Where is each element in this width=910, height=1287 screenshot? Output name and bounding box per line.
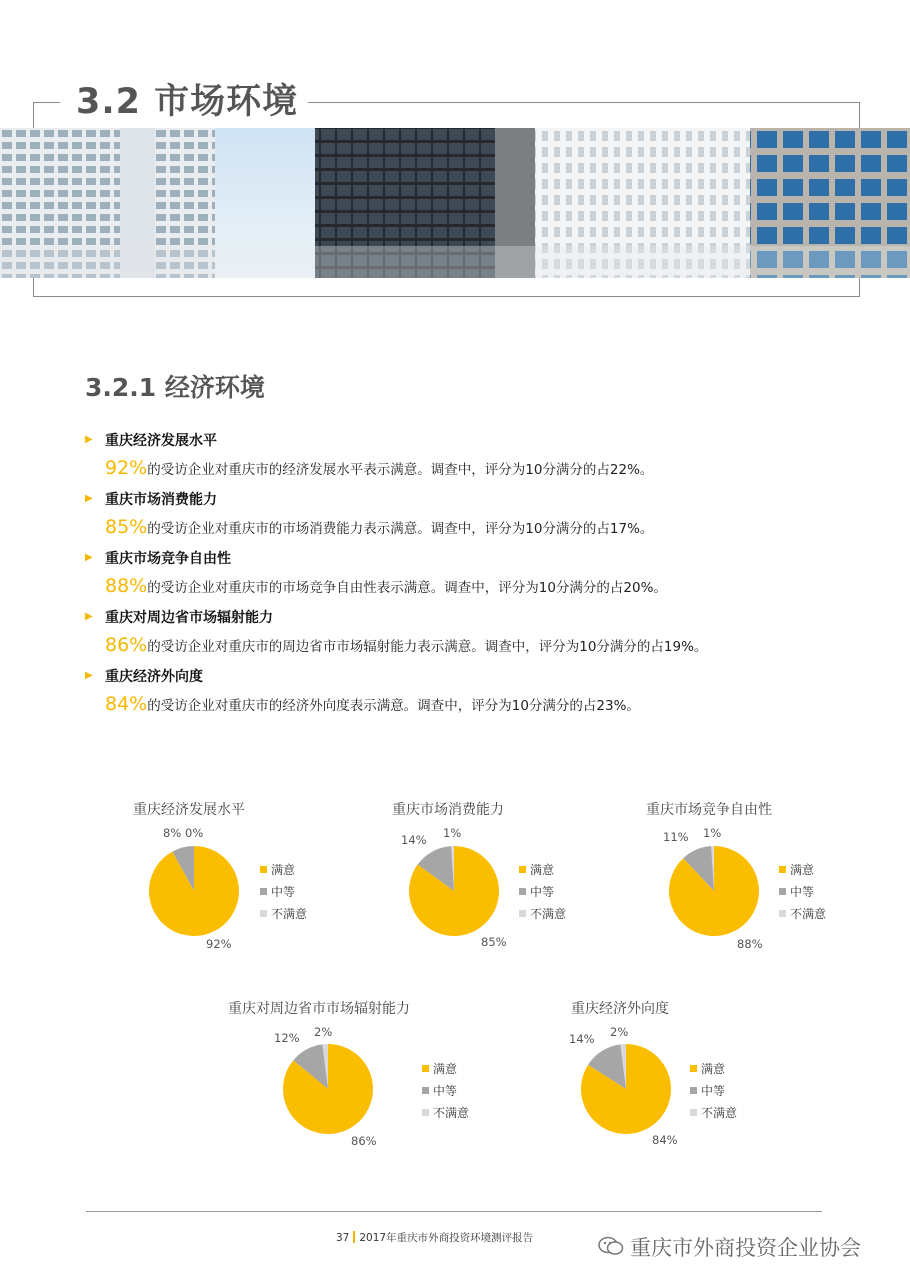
item-description <box>105 457 653 479</box>
triangle-bullet-icon: ▶ <box>85 493 93 504</box>
chart-title: 重庆经济发展水平 <box>133 802 245 818</box>
pie-chart <box>580 1043 672 1135</box>
legend-item <box>690 1060 725 1077</box>
legend-item <box>519 905 566 922</box>
legend-label: 不满意 <box>433 1106 470 1120</box>
legend-item <box>422 1082 457 1099</box>
slice-label-neutral: 11% <box>663 830 689 844</box>
item-percentage: 86% <box>105 634 148 656</box>
triangle-bullet-icon: ▶ <box>85 552 93 563</box>
pie-chart <box>408 845 500 937</box>
legend-swatch <box>779 888 786 895</box>
legend-item <box>422 1060 457 1077</box>
legend-label: 中等 <box>433 1084 458 1098</box>
legend-label: 不满意 <box>530 907 567 921</box>
legend-swatch <box>519 910 526 917</box>
legend-label: 满意 <box>530 863 555 877</box>
pie-chart <box>668 845 760 937</box>
item-percentage: 84% <box>105 693 148 715</box>
slice-label-satisfied: 86% <box>351 1134 377 1148</box>
slice-label-neutral: 8% <box>163 826 182 840</box>
item-text: 的受访企业对重庆市的市场竞争自由性表示满意。调查中，评分为10分满分的占20%。 <box>147 580 667 596</box>
legend-swatch <box>690 1087 697 1094</box>
legend-item <box>260 883 295 900</box>
header-frame-line <box>33 296 860 297</box>
legend-label: 不满意 <box>790 907 827 921</box>
legend-swatch <box>690 1109 697 1116</box>
legend-swatch <box>690 1065 697 1072</box>
pie-slices <box>409 846 499 936</box>
legend-item <box>260 905 307 922</box>
chart-title: 重庆市场消费能力 <box>392 802 504 818</box>
pie-slices <box>283 1044 373 1134</box>
slice-label-unsatisfied: 2% <box>610 1025 629 1039</box>
chart-title: 重庆市场竞争自由性 <box>646 802 772 818</box>
slice-label-unsatisfied: 0% <box>185 826 204 840</box>
legend-label: 不满意 <box>271 907 308 921</box>
legend-swatch <box>779 866 786 873</box>
slice-label-satisfied: 84% <box>652 1133 678 1147</box>
legend-swatch <box>519 888 526 895</box>
triangle-bullet-icon: ▶ <box>85 434 93 445</box>
footer-separator <box>353 1231 355 1243</box>
legend-label: 满意 <box>433 1062 458 1076</box>
legend-label: 满意 <box>790 863 815 877</box>
legend-swatch <box>260 910 267 917</box>
page-title: 3.2 市场环境 <box>76 82 299 122</box>
legend-swatch <box>260 866 267 873</box>
pie-slices <box>669 846 759 936</box>
pie-slice-satisfied <box>149 846 239 936</box>
triangle-bullet-icon: ▶ <box>85 670 93 681</box>
page-number: 37 <box>336 1232 350 1244</box>
pie-chart <box>282 1043 374 1135</box>
legend-item <box>779 883 814 900</box>
legend-item <box>519 861 554 878</box>
item-text: 的受访企业对重庆市的市场消费能力表示满意。调查中，评分为10分满分的占17%。 <box>147 521 654 537</box>
legend-label: 中等 <box>271 885 296 899</box>
legend-item <box>260 861 295 878</box>
legend-swatch <box>422 1087 429 1094</box>
triangle-bullet-icon: ▶ <box>85 611 93 622</box>
item-text: 的受访企业对重庆市的周边省市市场辐射能力表示满意。调查中，评分为10分满分的占19%。 <box>147 639 708 655</box>
legend-item <box>519 883 554 900</box>
legend-item <box>422 1104 469 1121</box>
item-heading: 重庆对周边省市场辐射能力 <box>105 610 273 626</box>
header-frame-line <box>308 102 860 103</box>
legend-label: 中等 <box>701 1084 726 1098</box>
legend-label: 满意 <box>701 1062 726 1076</box>
slice-label-unsatisfied: 1% <box>443 826 462 840</box>
item-heading: 重庆市场竞争自由性 <box>105 551 231 567</box>
item-description <box>105 693 640 715</box>
legend-swatch <box>260 888 267 895</box>
item-percentage: 88% <box>105 575 148 597</box>
item-description <box>105 516 653 538</box>
page-footer <box>336 1230 533 1245</box>
legend-swatch <box>422 1065 429 1072</box>
pie-slices <box>581 1044 671 1134</box>
item-heading: 重庆经济发展水平 <box>105 433 217 449</box>
legend-label: 不满意 <box>701 1106 738 1120</box>
wechat-icon <box>598 1236 624 1256</box>
pie-slice-satisfied <box>669 846 759 936</box>
item-heading: 重庆经济外向度 <box>105 669 203 685</box>
legend-label: 中等 <box>790 885 815 899</box>
slice-label-unsatisfied: 2% <box>314 1025 333 1039</box>
item-description <box>105 575 667 597</box>
item-description <box>105 634 707 656</box>
section-title: 3.2.1 经济环境 <box>85 373 265 402</box>
watermark-text: 重庆市外商投资企业协会 <box>630 1236 861 1260</box>
item-percentage: 85% <box>105 516 148 538</box>
legend-item <box>779 861 814 878</box>
legend-item <box>690 1082 725 1099</box>
item-heading: 重庆市场消费能力 <box>105 492 217 508</box>
buildings-banner-image <box>0 128 910 278</box>
slice-label-neutral: 14% <box>569 1032 595 1046</box>
legend-label: 满意 <box>271 863 296 877</box>
slice-label-satisfied: 88% <box>737 937 763 951</box>
legend-swatch <box>422 1109 429 1116</box>
legend-label: 中等 <box>530 885 555 899</box>
footer-divider <box>86 1211 822 1212</box>
item-text: 的受访企业对重庆市的经济外向度表示满意。调查中，评分为10分满分的占23%。 <box>147 698 640 714</box>
header-frame-line <box>33 102 60 103</box>
slice-label-satisfied: 92% <box>206 937 232 951</box>
slice-label-satisfied: 85% <box>481 935 507 949</box>
slice-label-unsatisfied: 1% <box>703 826 722 840</box>
report-title: 2017年重庆市外商投资环境测评报告 <box>359 1232 534 1244</box>
legend-swatch <box>519 866 526 873</box>
legend-swatch <box>779 910 786 917</box>
slice-label-neutral: 12% <box>274 1031 300 1045</box>
chart-title: 重庆对周边省市市场辐射能力 <box>228 1001 410 1017</box>
pie-chart <box>148 845 240 937</box>
item-text: 的受访企业对重庆市的经济发展水平表示满意。调查中，评分为10分满分的占22%。 <box>147 462 654 478</box>
slice-label-neutral: 14% <box>401 833 427 847</box>
legend-item <box>690 1104 737 1121</box>
item-percentage: 92% <box>105 457 148 479</box>
legend-item <box>779 905 826 922</box>
pie-slices <box>149 846 239 936</box>
chart-title: 重庆经济外向度 <box>571 1001 669 1017</box>
